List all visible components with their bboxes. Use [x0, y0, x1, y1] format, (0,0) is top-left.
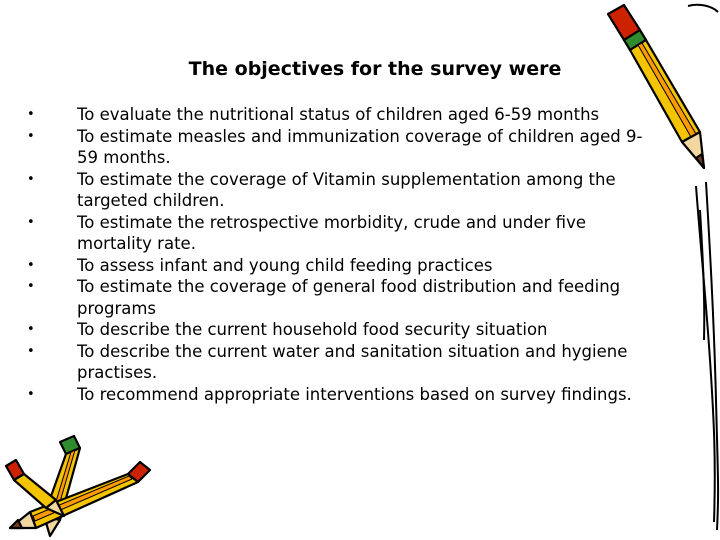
objective-text: To evaluate the nutritional status of children aged 6-59 months: [77, 105, 600, 124]
pencil-icon: [596, 0, 720, 540]
objectives-list: [25, 104, 655, 405]
bullet-icon: •: [27, 257, 35, 273]
list-item: [25, 384, 655, 406]
objective-text: To describe the current household food security situation: [77, 320, 548, 339]
bullet-icon: •: [27, 279, 35, 294]
list-item: [25, 255, 655, 277]
list-item: [25, 126, 655, 169]
list-item: [25, 104, 655, 126]
objective-text: To assess infant and young child feeding practices: [77, 255, 493, 275]
bullet-icon: •: [27, 322, 35, 337]
pencils-icon: [0, 430, 160, 540]
objective-text: To estimate the coverage of general food distribution and feeding programs: [77, 277, 621, 318]
objective-text: To describe the current water and sanitation situation and hygiene practises.: [77, 341, 628, 382]
objective-text: To recommend appropriate interventions based on survey findings.: [77, 384, 632, 404]
bullet-icon: •: [27, 214, 35, 230]
bullet-icon: •: [27, 386, 35, 402]
bullet-icon: •: [27, 107, 35, 122]
list-item: [25, 341, 655, 384]
bullet-icon: •: [27, 171, 35, 187]
list-item: [25, 169, 655, 212]
objective-text: To estimate the retrospective morbidity, crude and under five mortality rate.: [77, 212, 586, 253]
bullet-icon: •: [27, 343, 35, 359]
bullet-icon: •: [27, 128, 35, 144]
list-item: [25, 319, 655, 341]
list-item: [25, 276, 655, 319]
list-item: [25, 212, 655, 255]
objective-text: To estimate measles and immunization coverage of children aged 9-59 months.: [77, 126, 643, 167]
slide-title: The objectives for the survey were: [188, 58, 562, 80]
objective-text: To estimate the coverage of Vitamin supplementation among the targeted children.: [77, 169, 616, 210]
